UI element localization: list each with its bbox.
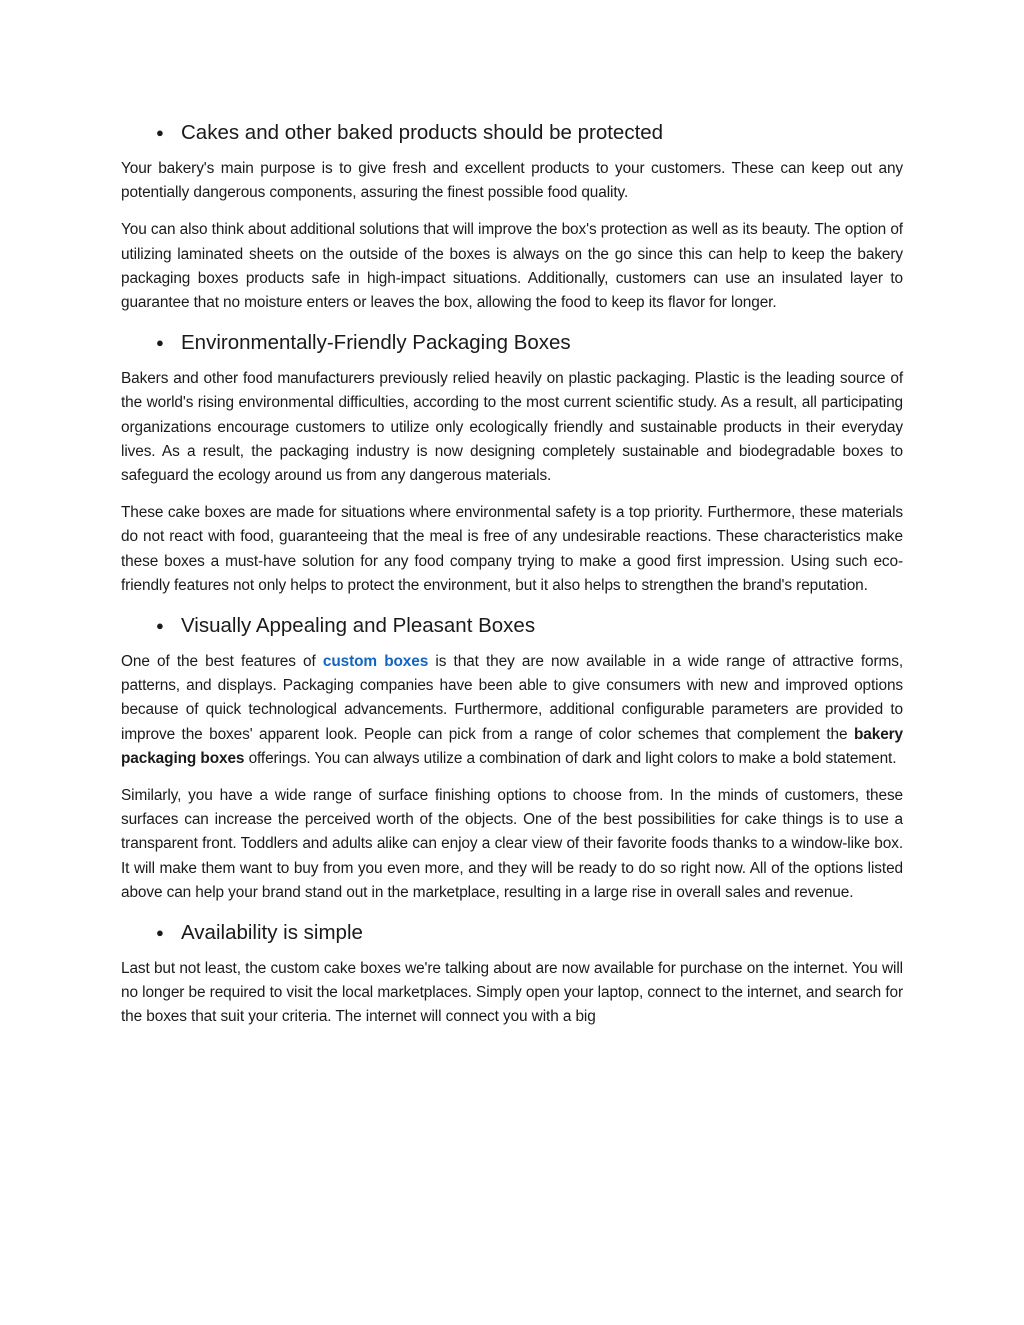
paragraph: Bakers and other food manufacturers previously relied heavily on plastic packaging. Plastic is the leading source of the world's rising environmental difficulties, according to the most current scientific study. As a result, all participating organizations encourage customers to utilize only ecologically friendly and sustainable products in their everyday lives. As a result, the packaging industry is now designing completely sustainable and biodegradable boxes to safeguard the ecology around us from any dangerous materials. [121,370,903,485]
paragraph: Your bakery's main purpose is to give fresh and excellent products to your customers. These can keep out any potentially dangerous components, assuring the finest possible food quality. [121,160,903,202]
paragraph: You can also think about additional solutions that will improve the box's protection as well as its beauty. The option of utilizing laminated sheets on the outside of the boxes is always on the go since this can help to keep the bakery packaging boxes products safe in high-impact situations. Additionally, customers can use an insulated layer to guarantee that no moisture enters or leaves the box, allowing the food to keep its flavor for longer. [121,221,903,312]
bullet-icon: ● [156,618,164,634]
section-heading-availability [121,918,903,948]
bold-keyword: bakery packaging boxes [121,725,903,767]
paragraph: Similarly, you have a wide range of surface finishing options to choose from. In the minds of customers, these surfaces can increase the perceived worth of the objects. One of the best possibilities for cake things is to use a transparent front. Toddlers and adults alike can enjoy a clear view of their favorite foods thanks to a window-like box. It will make them want to buy from you even more, and they will be ready to do so right now. All of the options listed above can help your brand stand out in the marketplace, resulting in a large rise in overall sales and revenue. [121,787,903,901]
bullet-icon: ● [156,925,164,941]
bullet-icon: ● [156,335,164,351]
heading-text: Environmentally-Friendly Packaging Boxes [181,331,571,355]
paragraph [121,650,903,771]
text-run: is that they are now available in a wide range of attractive forms, patterns, and displays. Packaging companies have been able to give consumers with new and improved options because of quick technological advancements. Furthermore, additional configurable parameters are provided to improve the boxes' apparent look. People can pick from a range of color schemes that complement the [121,653,904,743]
custom-boxes-link[interactable]: custom boxes [322,653,429,671]
heading-text: Visually Appealing and Pleasant Boxes [181,614,536,638]
text-run: offerings. You can always utilize a combination of dark and light colors to make a bold statement. [244,749,897,767]
section-heading-protection [121,118,903,148]
heading-text: Availability is simple [181,921,363,945]
section-heading-eco [121,328,903,358]
paragraph: Last but not least, the custom cake boxes we're talking about are now available for purchase on the internet. You will no longer be required to visit the local marketplaces. Simply open your laptop, connect to the internet, and search for the boxes that suit your criteria. The internet will connect you with a big [121,960,903,1026]
text-run: One of the best features of [121,653,323,671]
document-page [121,118,903,1030]
heading-text: Cakes and other baked products should be protected [181,121,664,144]
paragraph: These cake boxes are made for situations where environmental safety is a top priority. Furthermore, these materials do not react with food, guaranteeing that the meal is free of any undesirable reactions. These characteristics make these boxes a must-have solution for any food company trying to make a good first impression. Using such eco-friendly features not only helps to protect the environment, but it also helps to strengthen the brand's reputation. [121,504,903,594]
section-heading-visual [121,611,903,641]
bullet-icon: ● [156,125,164,140]
